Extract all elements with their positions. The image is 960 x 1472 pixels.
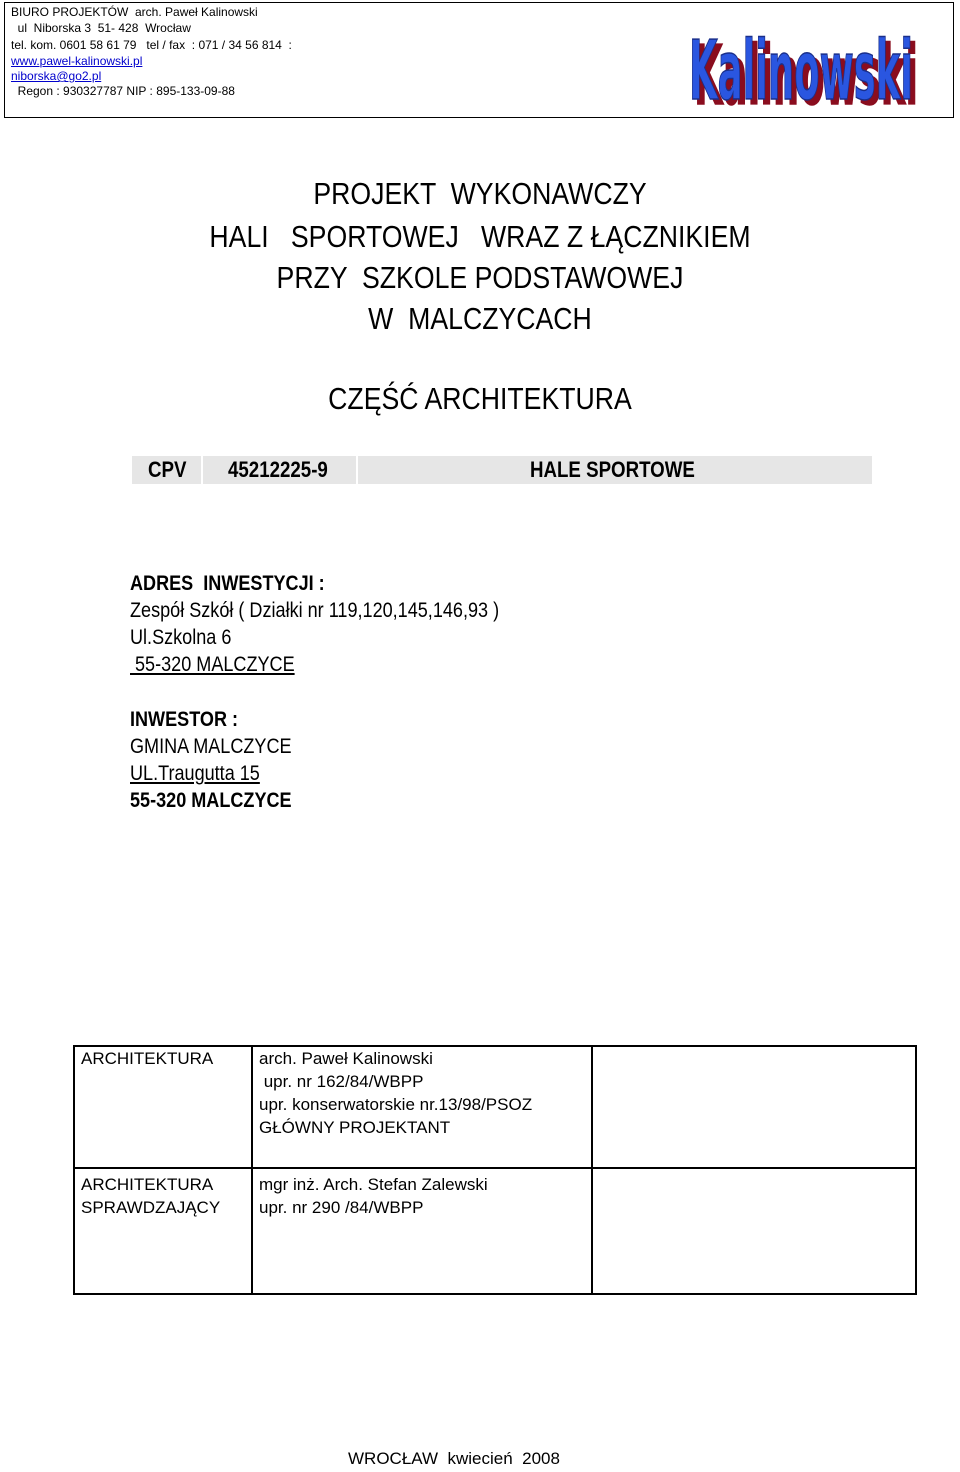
designer-licence: upr. nr 162/84/WBPP [259,1072,424,1091]
checker-cell [252,1168,592,1294]
checker-licence: upr. nr 290 /84/WBPP [259,1198,424,1217]
signature-cell [592,1168,916,1294]
cpv-name: HALE SPORTOWE [530,457,695,482]
designer-cell [252,1046,592,1168]
investor-line-1: GMINA MALCZYCE [130,735,292,758]
designer-conservation-licence: upr. konserwatorskie nr.13/98/PSOZ [259,1095,533,1114]
company-name: BIURO PROJEKTÓW arch. Paweł Kalinowski [11,5,258,19]
investor-line-3: 55-320 MALCZYCE [130,789,292,812]
table-row [74,1046,916,1168]
company-phone: tel. kom. 0601 58 61 79 tel / fax : 071 / 34 56 814 : [11,38,292,52]
investor-line-2: UL.Traugutta 15 [130,762,260,785]
title-line-4: W MALCZYCACH [368,301,592,336]
company-logo [687,27,923,111]
cpv-bar [132,456,872,484]
cpv-divider [201,456,203,484]
address-line-3: 55-320 MALCZYCE [130,653,295,676]
section-title: CZĘŚĆ ARCHITEKTURA [328,381,632,416]
table-row [74,1168,916,1294]
company-registration: Regon : 930327787 NIP : 895-133-09-88 [11,84,235,98]
investor-heading: INWESTOR : [130,708,239,731]
place-and-date: WROCŁAW kwiecień 2008 [348,1449,560,1468]
address-line-1: Zespół Szkół ( Działki nr 119,120,145,146,93 ) [130,599,500,622]
cpv-divider [356,456,358,484]
title-line-1: PROJEKT WYKONAWCZY [313,176,647,211]
signature-cell [592,1046,916,1168]
designer-title: GŁÓWNY PROJEKTANT [259,1118,451,1137]
cpv-label: CPV [148,457,187,482]
logo-wordmark: Kalinowski [689,27,913,111]
title-line-2: HALI SPORTOWEJ WRAZ Z ŁĄCZNIKIEM [209,219,751,254]
role-label: SPRAWDZAJĄCY [81,1198,221,1217]
company-address: ul Niborska 3 51- 428 Wrocław [11,21,191,35]
address-line-2: Ul.Szkolna 6 [130,626,232,649]
designer-name: arch. Paweł Kalinowski [259,1049,433,1068]
website-link[interactable]: www.pawel-kalinowski.pl [11,54,143,68]
role-label: ARCHITEKTURA [81,1175,214,1194]
email-link[interactable]: niborska@go2.pl [11,69,102,83]
role-cell [74,1046,252,1168]
role-cell [74,1168,252,1294]
company-header [4,2,954,118]
address-heading: ADRES INWESTYCJI : [130,572,325,595]
logo-wordmark: Kalinowski [694,29,918,111]
role-label: ARCHITEKTURA [81,1049,214,1068]
signature-table [73,1045,917,1295]
cpv-code: 45212225-9 [228,457,328,482]
checker-name: mgr inż. Arch. Stefan Zalewski [259,1175,488,1194]
title-line-3: PRZY SZKOLE PODSTAWOWEJ [276,260,684,295]
